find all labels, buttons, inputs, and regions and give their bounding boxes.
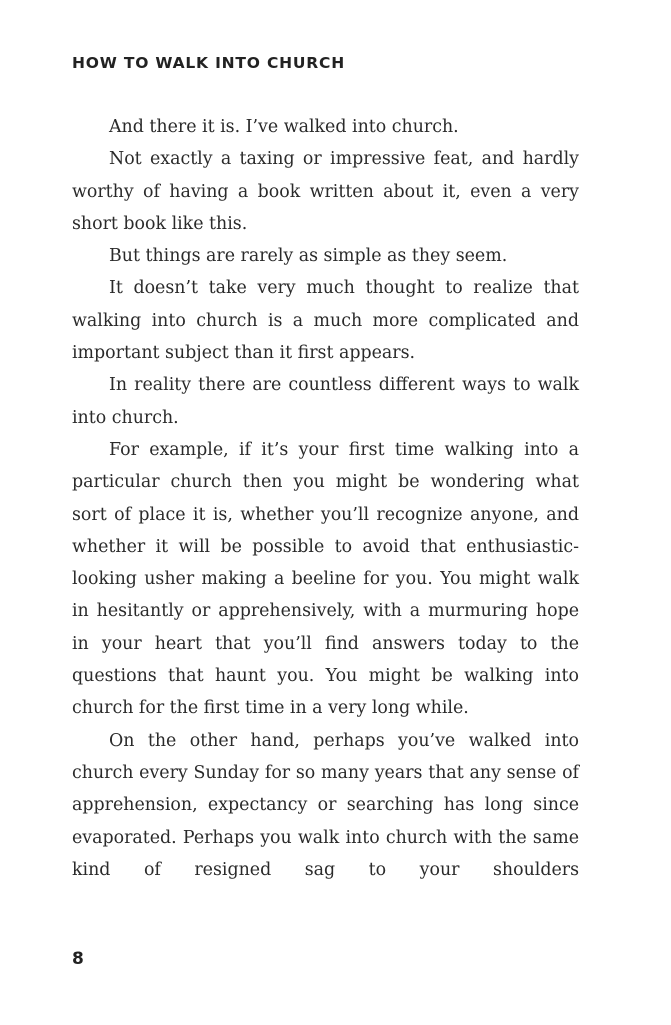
running-header: HOW TO WALK INTO CHURCH [72, 54, 345, 72]
paragraph: In reality there are countless different ways to walk into church. [72, 375, 579, 428]
paragraph: Not exactly a taxing or impressive feat, and hardly worthy of having a book written about it, even a very short book like this. [72, 149, 579, 234]
paragraph: On the other hand, perhaps you’ve walked into church every Sunday for so many years that any sense of apprehension, expectancy or searching has long since evaporated. Perhaps you walk into church with the same kind of resigned sag to your shoulders [72, 730, 579, 880]
paragraph: And there it is. I’ve walked into church. [109, 117, 459, 137]
paragraph: But things are rarely as simple as they seem. [109, 246, 508, 267]
paragraph: For example, if it’s your first time walking into a particular church then you might be wondering what sort of place it is, whether you’ll recognize anyone, and whether it will be possible to avoid that enthusiastic-looking usher making a beeline for you. You might walk in hesitantly or apprehensively, with a murmuring hope in your heart that you’ll find answers today to the questions that haunt you. You might be walking into church for the first time in a very long while. [72, 439, 579, 719]
page-number: 8 [72, 949, 84, 969]
body-text [72, 111, 579, 886]
paragraph: It doesn’t take very much thought to realize that walking into church is a much more complicated and important subject than it first appears. [72, 278, 579, 364]
